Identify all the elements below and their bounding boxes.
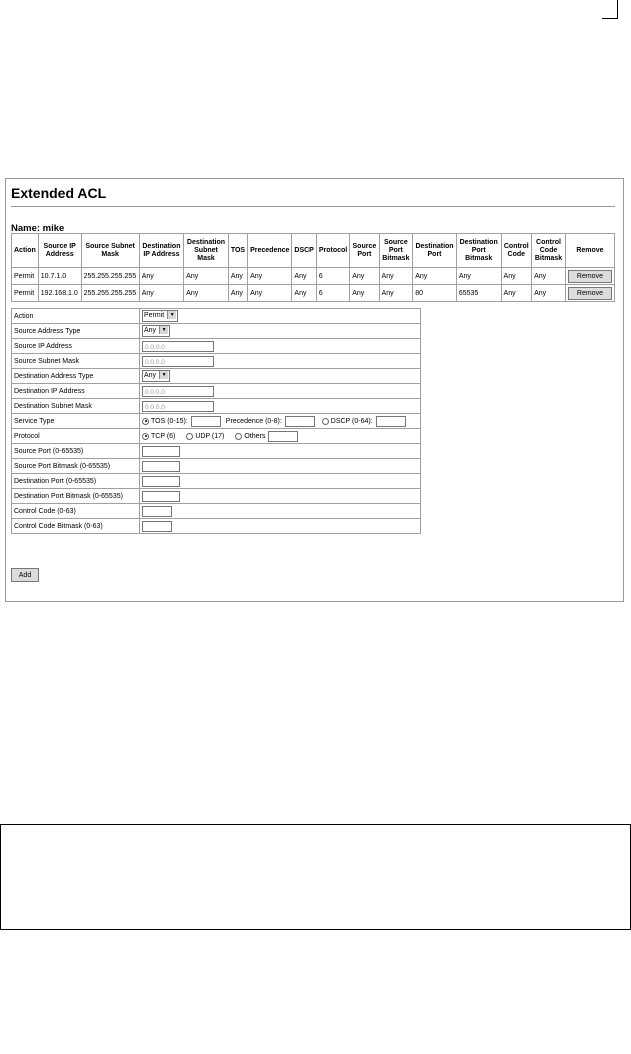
dest-ip-input[interactable]: 0.0.0.0 <box>142 386 214 397</box>
source-port-bitmask-label: Source Port Bitmask (0-65535) <box>12 459 140 474</box>
source-port-input[interactable] <box>142 446 180 457</box>
acl-name-label: Name: mike <box>11 223 65 234</box>
table-cell: Any <box>184 268 229 285</box>
dest-port-label: Destination Port (0-65535) <box>12 474 140 489</box>
udp-radio[interactable] <box>186 433 193 440</box>
form-row-dest-mask <box>12 399 421 414</box>
dscp-input[interactable] <box>376 416 406 427</box>
column-header: Precedence <box>248 234 292 268</box>
form-row-dest-address-type <box>12 369 421 384</box>
column-header: Destination IP Address <box>139 234 183 268</box>
table-cell: 255.255.255.255 <box>81 268 139 285</box>
table-row <box>12 285 615 302</box>
form-row-dest-ip <box>12 384 421 399</box>
precedence-label: Precedence (0-8): <box>225 417 282 425</box>
table-cell: Any <box>248 285 292 302</box>
control-code-bitmask-input[interactable] <box>142 521 172 532</box>
column-header: Source IP Address <box>38 234 81 268</box>
source-port-label: Source Port (0-65535) <box>12 444 140 459</box>
form-row-control-code <box>12 504 421 519</box>
table-cell: Any <box>228 285 247 302</box>
table-cell: Any <box>139 268 183 285</box>
add-button[interactable]: Add <box>11 568 39 582</box>
page-corner-mark-vertical <box>617 0 618 18</box>
dscp-label: DSCP (0-64): <box>330 417 373 425</box>
table-cell: Permit <box>12 285 39 302</box>
form-row-source-port <box>12 444 421 459</box>
others-label: Others <box>244 432 266 440</box>
remove-button[interactable]: Remove <box>568 270 612 283</box>
column-header: Source Subnet Mask <box>81 234 139 268</box>
column-header: Control Code <box>501 234 532 268</box>
table-cell: Any <box>501 285 532 302</box>
chevron-down-icon: ▼ <box>159 371 168 379</box>
source-address-type-label: Source Address Type <box>12 324 140 339</box>
control-code-label: Control Code (0-63) <box>12 504 140 519</box>
rules-table <box>11 233 615 302</box>
table-cell: Any <box>248 268 292 285</box>
tos-radio[interactable] <box>142 418 149 425</box>
source-port-bitmask-input[interactable] <box>142 461 180 472</box>
table-cell: Any <box>292 285 316 302</box>
source-mask-input[interactable]: 0.0.0.0 <box>142 356 214 367</box>
form-row-control-code-bitmask <box>12 519 421 534</box>
column-header: TOS <box>228 234 247 268</box>
table-cell: Any <box>379 268 413 285</box>
table-row <box>12 268 615 285</box>
control-code-bitmask-label: Control Code Bitmask (0-63) <box>12 519 140 534</box>
table-cell: 192.168.1.0 <box>38 285 81 302</box>
dest-mask-label: Destination Subnet Mask <box>12 399 140 414</box>
form-row-source-address-type <box>12 324 421 339</box>
source-address-type-select[interactable]: Any ▼ <box>142 325 170 337</box>
form-row-source-ip <box>12 339 421 354</box>
action-label: Action <box>12 309 140 324</box>
source-mask-label: Source Subnet Mask <box>12 354 140 369</box>
dest-mask-input[interactable]: 0.0.0.0 <box>142 401 214 412</box>
others-input[interactable] <box>268 431 298 442</box>
action-select[interactable]: Permit ▼ <box>142 310 178 322</box>
control-code-input[interactable] <box>142 506 172 517</box>
table-cell: Any <box>413 268 457 285</box>
tcp-label: TCP (6) <box>151 432 176 440</box>
empty-bordered-box <box>0 824 631 930</box>
column-header: Remove <box>565 234 614 268</box>
table-cell: Any <box>532 285 566 302</box>
page-corner-mark-horizontal <box>602 18 618 19</box>
table-cell: Any <box>532 268 566 285</box>
table-cell: Any <box>379 285 413 302</box>
dest-port-input[interactable] <box>142 476 180 487</box>
table-cell: Any <box>228 268 247 285</box>
table-cell: Any <box>350 285 379 302</box>
page-title: Extended ACL <box>11 185 107 201</box>
table-cell: Any <box>456 268 501 285</box>
dest-ip-label: Destination IP Address <box>12 384 140 399</box>
table-cell: 6 <box>316 268 349 285</box>
dest-port-bitmask-input[interactable] <box>142 491 180 502</box>
form-row-action <box>12 309 421 324</box>
extended-acl-panel <box>5 178 624 602</box>
column-header: Action <box>12 234 39 268</box>
column-header: Protocol <box>316 234 349 268</box>
column-header: Source Port Bitmask <box>379 234 413 268</box>
chevron-down-icon: ▼ <box>159 326 168 334</box>
tos-label: TOS (0-15): <box>151 417 188 425</box>
column-header: DSCP <box>292 234 316 268</box>
udp-label: UDP (17) <box>195 432 225 440</box>
form-row-source-mask <box>12 354 421 369</box>
remove-cell <box>565 268 614 285</box>
precedence-input[interactable] <box>285 416 315 427</box>
table-cell: Permit <box>12 268 39 285</box>
rules-header-row <box>12 234 615 268</box>
table-cell: 255.255.255.255 <box>81 285 139 302</box>
form-row-dest-port-bitmask <box>12 489 421 504</box>
dest-address-type-select[interactable]: Any ▼ <box>142 370 170 382</box>
others-radio[interactable] <box>235 433 242 440</box>
table-cell: 10.7.1.0 <box>38 268 81 285</box>
service-type-label: Service Type <box>12 414 140 429</box>
source-ip-label: Source IP Address <box>12 339 140 354</box>
column-header: Control Code Bitmask <box>532 234 566 268</box>
form-row-protocol <box>12 429 421 444</box>
remove-cell <box>565 285 614 302</box>
table-cell: Any <box>501 268 532 285</box>
form-row-source-port-bitmask <box>12 459 421 474</box>
column-header: Destination Port <box>413 234 457 268</box>
table-cell: Any <box>292 268 316 285</box>
dscp-radio[interactable] <box>322 418 329 425</box>
acl-entry-form <box>11 308 421 534</box>
table-cell: Any <box>350 268 379 285</box>
protocol-label: Protocol <box>12 429 140 444</box>
column-header: Source Port <box>350 234 379 268</box>
remove-button[interactable]: Remove <box>568 287 612 300</box>
title-divider <box>11 206 615 207</box>
table-cell: 6 <box>316 285 349 302</box>
table-cell: Any <box>139 285 183 302</box>
chevron-down-icon: ▼ <box>167 311 176 319</box>
column-header: Destination Subnet Mask <box>184 234 229 268</box>
column-header: Destination Port Bitmask <box>456 234 501 268</box>
dest-port-bitmask-label: Destination Port Bitmask (0-65535) <box>12 489 140 504</box>
form-row-service-type <box>12 414 421 429</box>
tcp-radio[interactable] <box>142 433 149 440</box>
source-ip-input[interactable]: 0.0.0.0 <box>142 341 214 352</box>
form-row-dest-port <box>12 474 421 489</box>
table-cell: 65535 <box>456 285 501 302</box>
table-cell: 80 <box>413 285 457 302</box>
dest-address-type-label: Destination Address Type <box>12 369 140 384</box>
table-cell: Any <box>184 285 229 302</box>
tos-input[interactable] <box>191 416 221 427</box>
